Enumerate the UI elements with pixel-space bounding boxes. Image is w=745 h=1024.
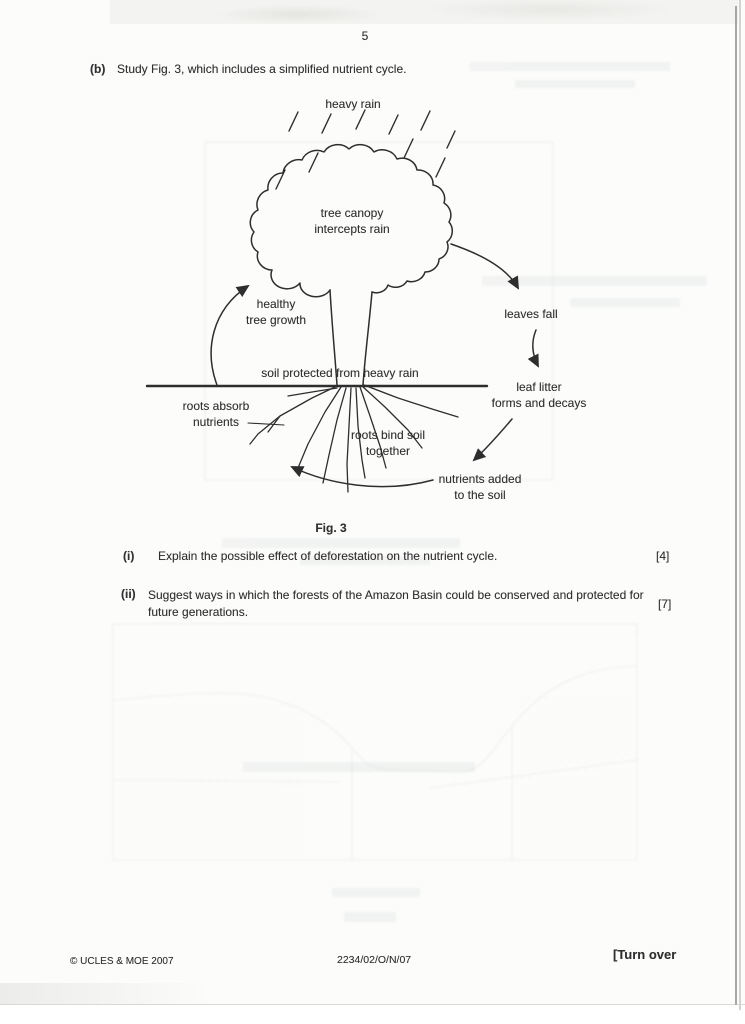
label-healthy-tree-growth: healthy tree growth [245,297,307,327]
label-nutrients-added: nutrients added to the soil [438,472,522,502]
arrow-to-leaf-litter [533,330,538,366]
arrow-litter-to-nutrients [474,419,512,460]
page-number: 5 [361,29,369,43]
footer-copyright: © UCLES & MOE 2007 [70,956,174,967]
label-leaves-fall: leaves fall [504,307,558,321]
footer-paper-code: 2234/02/O/N/07 [337,954,412,966]
question-ii-text: Suggest ways in which the forests of the Amazon Basin could be conserved and protected for future generations. [148,588,644,619]
figure-caption: Fig. 3 [315,521,347,535]
question-ii-marks: [7] [658,597,672,611]
question-i-text: Explain the possible effect of deforestation on the nutrient cycle. [158,549,498,563]
question-b-text: Study Fig. 3, which includes a simplified nutrient cycle. [117,62,407,76]
question-i-marks: [4] [656,549,670,563]
question-ii-label: (ii) [121,587,136,601]
arrow-nutrients-to-roots [292,467,433,487]
label-soil-protected: soil protected from heavy rain [261,366,419,380]
rain-dashes [276,110,455,189]
arrow-leaves-fall [451,244,518,288]
label-tree-canopy: tree canopy intercepts rain [314,206,390,236]
arrow-healthy-growth [211,286,248,385]
question-b-label: (b) [90,62,106,76]
label-heavy-rain: heavy rain [325,97,381,111]
label-leaf-litter: leaf litter forms and decays [491,380,587,410]
question-i-label: (i) [123,549,135,563]
label-roots-absorb: roots absorb nutrients [182,399,250,429]
label-roots-bind: roots bind soil together [350,428,426,458]
footer-turn-over: [Turn over [613,947,677,962]
